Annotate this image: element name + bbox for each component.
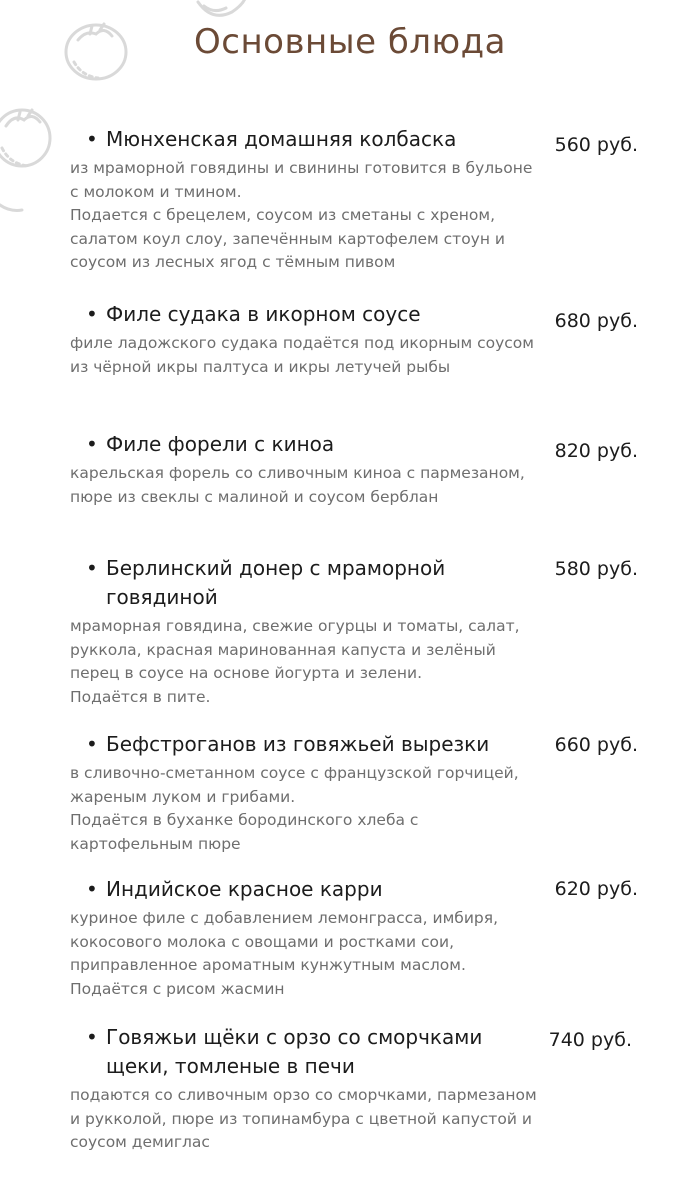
bullet-icon: • xyxy=(86,732,98,756)
dish-description xyxy=(70,157,540,275)
dish-description-line: Подается с брецелем, соусом из сметаны с хреном, салатом коул слоу, запечённым картофелем стоун и соусом из лесных ягод с тёмным пивом xyxy=(70,206,505,271)
dish-price: 740 руб. xyxy=(548,1029,632,1051)
dish-description-line: Подаётся в пите. xyxy=(70,687,211,706)
dish-price: 560 руб. xyxy=(554,134,638,156)
dish-price: 580 руб. xyxy=(554,558,638,580)
dish-description-line: мраморная говядина, свежие огурцы и томаты, салат, руккола, красная маринованная капуста и зелёный перец в соусе на основе йогурта и зелени. xyxy=(70,617,520,682)
menu-item xyxy=(70,875,650,1001)
dish-price: 620 руб. xyxy=(554,878,638,900)
page-title: Основные блюда xyxy=(194,22,506,62)
menu-item xyxy=(70,554,650,709)
dish-name-text: Индийское красное карри xyxy=(106,877,383,901)
menu-item xyxy=(70,125,650,275)
dish-price: 680 руб. xyxy=(554,310,638,332)
dish-name xyxy=(70,875,506,904)
dish-description-line: куриное филе с добавлением лемонграсса, имбиря, кокосового молока с овощами и ростками сои, приправленное ароматным кунжутным маслом. xyxy=(70,909,498,974)
bullet-icon: • xyxy=(86,432,98,456)
menu-item xyxy=(70,730,650,856)
dish-description xyxy=(70,1084,540,1155)
menu-item xyxy=(70,430,650,509)
dish-description-line: в сливочно-сметанном соусе с французской горчицей, жареным луком и грибами. xyxy=(70,764,519,806)
dish-description-line: из мраморной говядины и свинины готовится в бульоне с молоком и тмином. xyxy=(70,159,533,201)
dish-name-text: Берлинский донер с мраморной говядиной xyxy=(106,556,446,609)
dish-price: 820 руб. xyxy=(554,440,638,462)
dish-name xyxy=(70,430,506,459)
dish-description-line: подаются со сливочным орзо со сморчками, пармезаном и рукколой, пюре из топинамбура с цветной капустой и соусом демиглас xyxy=(70,1086,537,1151)
dish-description-line: Подаётся в буханке бородинского хлеба с картофельным пюре xyxy=(70,811,419,853)
bullet-icon: • xyxy=(86,127,98,151)
bullet-icon: • xyxy=(86,1025,98,1049)
bullet-icon: • xyxy=(86,877,98,901)
dish-name xyxy=(70,300,506,329)
dish-name xyxy=(70,125,506,154)
bullet-icon: • xyxy=(86,302,98,326)
dish-name-text: Мюнхенская домашняя колбаска xyxy=(106,127,457,151)
dish-description-line: карельская форель со сливочным киноа с пармезаном, пюре из свеклы с малиной и соусом берблан xyxy=(70,464,525,506)
bullet-icon: • xyxy=(86,556,98,580)
dish-name xyxy=(70,554,506,612)
dish-name-text: Говяжьи щёки с орзо со сморчками щеки, томленые в печи xyxy=(106,1025,483,1078)
dish-description-line: филе ладожского судака подаётся под икорным соусом из чёрной икры палтуса и икры летучей рыбы xyxy=(70,334,534,376)
dish-name xyxy=(70,730,506,759)
dish-description xyxy=(70,462,540,509)
dish-description xyxy=(70,615,540,709)
dish-price: 660 руб. xyxy=(554,734,638,756)
dish-name-text: Бефстроганов из говяжьей вырезки xyxy=(106,732,490,756)
dish-description-line: Подаётся с рисом жасмин xyxy=(70,979,285,998)
dish-description xyxy=(70,762,540,856)
dish-name-text: Филе судака в икорном соусе xyxy=(106,302,421,326)
dish-name-text: Филе форели с киноа xyxy=(106,432,335,456)
dish-description xyxy=(70,907,540,1001)
dish-description xyxy=(70,332,540,379)
menu-item xyxy=(70,300,650,379)
menu-item xyxy=(70,1023,650,1155)
dish-name xyxy=(70,1023,506,1081)
